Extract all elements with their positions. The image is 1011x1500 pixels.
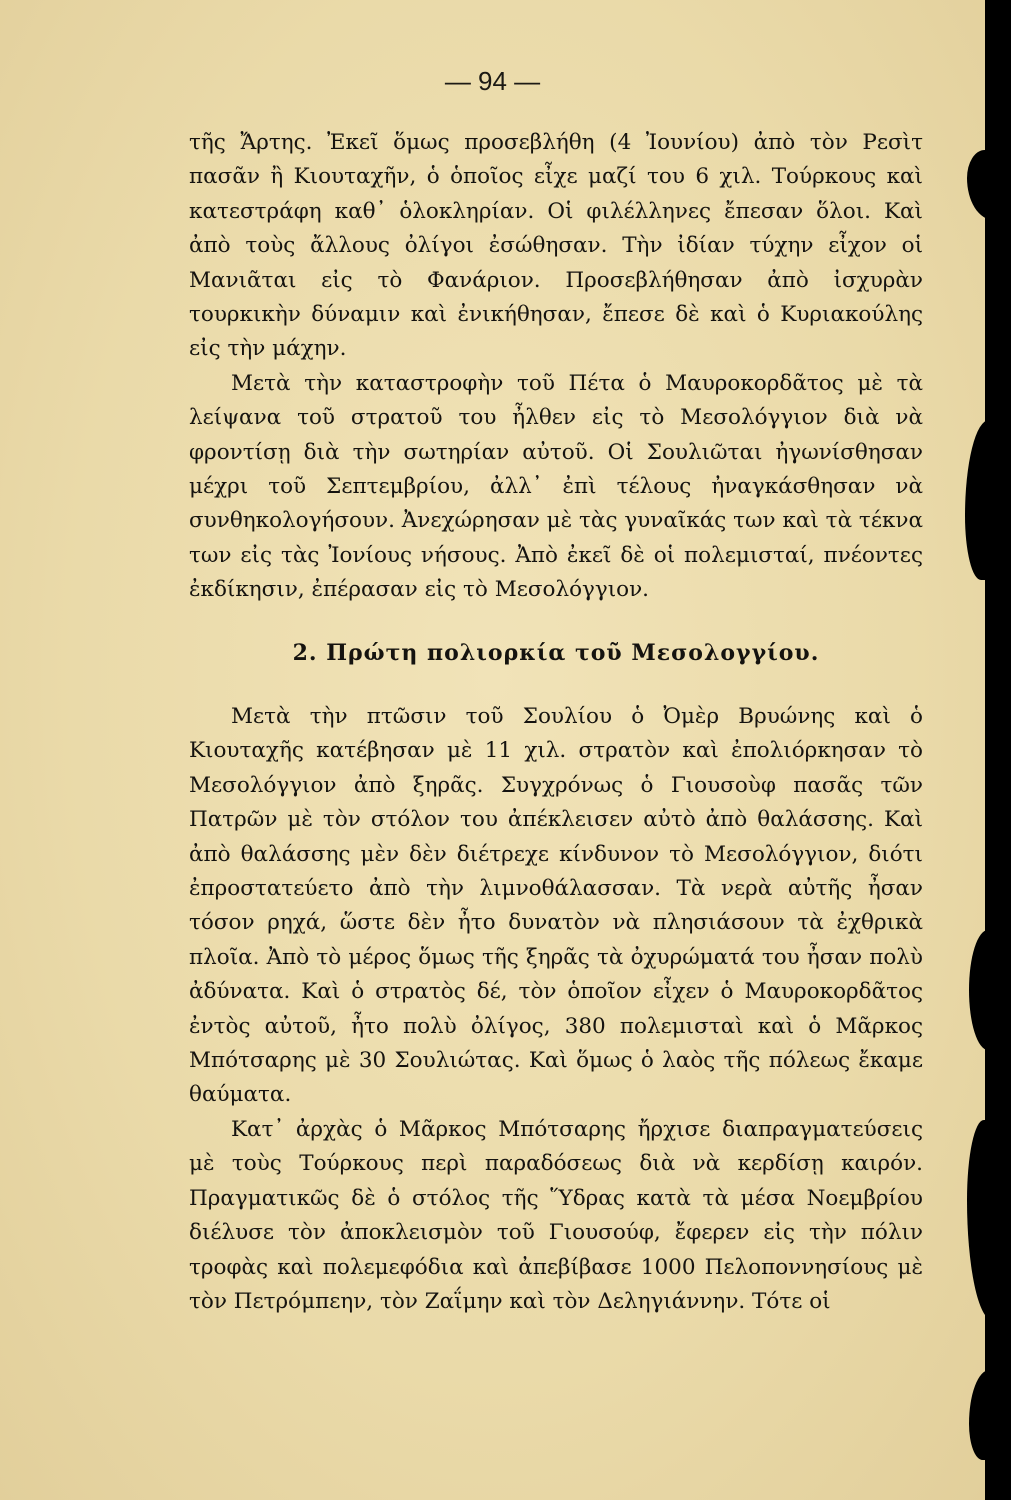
text-block-top: [189, 126, 923, 608]
torn-edge: [969, 1370, 985, 1460]
torn-edge: [965, 420, 985, 580]
section-heading: 2. Πρώτη πολιορκία τοῦ Μεσολογγίου.: [292, 640, 820, 666]
paragraph: Μετὰ τὴν πτῶσιν τοῦ Σουλίου ὁ Ὀμὲρ Βρυώνης καὶ ὁ Κιουταχῆς κατέβησαν μὲ 11 χιλ. στρατὸν καὶ ἐπολιόρκησαν τὸ Μεσολόγγιον ἀπὸ ξηρᾶς. Συγχρόνως ὁ Γιουσοὺφ πασᾶς τῶν Πατρῶν μὲ τὸν στόλον του ἀπέκλεισεν αὐτὸ ἀπὸ θαλάσσης. Καὶ ἀπὸ θαλάσσης μὲν δὲν διέτρεχε κίνδυνον τὸ Μεσολόγγιον, διότι ἐπροστατεύετο ἀπὸ τὴν λιμνοθάλασσαν. Τὰ νερὰ αὐτῆς ἦσαν τόσον ρηχά, ὥστε δὲν ἦτο δυνατὸν νὰ πλησιάσουν τὰ ἐχθρικὰ πλοῖα. Ἀπὸ τὸ μέρος ὅμως τῆς ξηρᾶς τὰ ὀχυρώματά του ἦσαν πολὺ ἀδύνατα. Καὶ ὁ στρατὸς δέ, τὸν ὁποῖον εἶχεν ὁ Μαυροκορδᾶτος ἐντὸς αὐτοῦ, ἦτο πολὺ ὀλίγος, 380 πολεμισταὶ καὶ ὁ Μᾶρκος Μπότσαρης μὲ 30 Σουλιώτας. Καὶ ὅμως ὁ λαὸς τῆς πόλεως ἔκαμε θαύματα.: [189, 704, 923, 1108]
page-number: — 94 —: [444, 66, 541, 96]
torn-edge: [969, 930, 985, 1050]
paragraph: τῆς Ἄρτης. Ἐκεῖ ὅμως προσεβλήθη (4 Ἰουνίου) ἀπὸ τὸν Ρεσὶτ πασᾶν ἢ Κιουταχῆν, ὁ ὁποῖος εἶχε μαζί του 6 χιλ. Τούρκους καὶ κατεστράφη καθ᾽ ὁλοκληρίαν. Οἱ φιλέλληνες ἔπεσαν ὅλοι. Καὶ ἀπὸ τοὺς ἄλλους ὀλίγοι ἐσώθησαν. Τὴν ἰδίαν τύχην εἶχον οἱ Μανιᾶται εἰς τὸ Φανάριον. Προσεβλήθησαν ἀπὸ ἰσχυρὰν τουρκικὴν δύναμιν καὶ ἐνικήθησαν, ἔπεσε δὲ καὶ ὁ Κυριακούλης εἰς τὴν μάχην.: [189, 130, 923, 362]
paragraph: Κατ᾽ ἀρχὰς ὁ Μᾶρκος Μπότσαρης ἤρχισε διαπραγματεύσεις μὲ τοὺς Τούρκους περὶ παραδόσεως διὰ νὰ κερδίσῃ καιρόν. Πραγματικῶς δὲ ὁ στόλος τῆς Ὕδρας κατὰ τὰ μέσα Νοεμβρίου διέλυσε τὸν ἀποκλεισμὸν τοῦ Γιουσούφ, ἔφερεν εἰς τὴν πόλιν τροφὰς καὶ πολεμεφόδια καὶ ἀπεβίβασε 1000 Πελοποννησίους μὲ τὸν Πετρόμπεην, τὸν Ζαΐμην καὶ τὸν Δεληγιάννην. Τότε οἱ: [189, 1116, 923, 1314]
torn-edge: [967, 1120, 985, 1320]
torn-edge: [967, 150, 985, 220]
paragraph: Μετὰ τὴν καταστροφὴν τοῦ Πέτα ὁ Μαυροκορδᾶτος μὲ τὰ λείψανα τοῦ στρατοῦ του ἦλθεν εἰς τὸ Μεσολόγγιον διὰ νὰ φροντίσῃ διὰ τὴν σωτηρίαν αὐτοῦ. Οἱ Σουλιῶται ἠγωνίσθησαν μέχρι τοῦ Σεπτεμβρίου, ἀλλ᾽ ἐπὶ τέλους ἠναγκάσθησαν νὰ συνθηκολογήσουν. Ἀνεχώρησαν μὲ τὰς γυναῖκάς των καὶ τὰ τέκνα των εἰς τὰς Ἰονίους νήσους. Ἀπὸ ἐκεῖ δὲ οἱ πολεμισταί, πνέοντες ἐκδίκησιν, ἐπέρασαν εἰς τὸ Μεσολόγγιον.: [189, 370, 923, 603]
text-block-bottom: [189, 700, 923, 1319]
